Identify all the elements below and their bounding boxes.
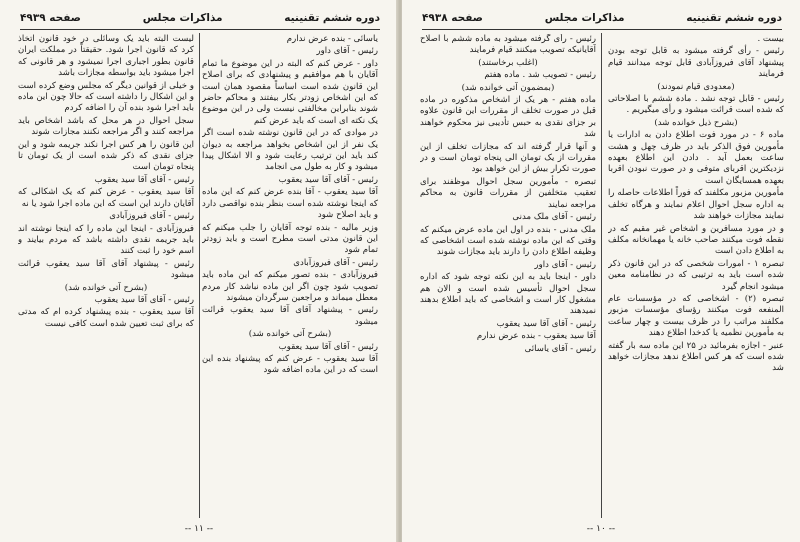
left-page-left-column: [18, 34, 194, 516]
right-page: [402, 0, 800, 542]
paragraph: آقا سید یعقوب - عرض کنم که یک اشکالی که آقایان دارند این است که این ماده اجرا شود یا نه: [18, 187, 194, 209]
left-page-header-rule: [20, 29, 380, 30]
paragraph: رئیس - تصویب شد . ماده هفتم: [484, 70, 596, 81]
left-page-header-title: مذاکرات مجلس: [142, 12, 223, 24]
paragraph: رئیس - آقای ملک مدنی: [512, 212, 596, 223]
right-page-column-divider: [601, 33, 602, 518]
right-page-left-column: [420, 34, 596, 516]
paragraph: رئیس - آقای آقا سید یعقوب: [94, 174, 194, 185]
paragraph: و آنها قرار گرفته اند که مجازات تخلف از این مقررات از یک تومان الی پنجاه تومان است و در صورت تکرار بیش از این خواهد بود: [420, 141, 596, 175]
paragraph: داور - اینجا باید به این نکته توجه شود که اداره سجل احوال تأسیس شده است و الان هم مشغول کار است و اشخاصی که باید اطلاع بدهند نمیدهند: [420, 272, 596, 317]
paragraph: لیست البته باید یک وسائلی در خود قانون اتخاذ کرد که قانون اجرا شود. حقیقتاً در مملکت ایران قانون بطور اجباری اجرا نمیشود و هر قانونی که اجرا میشود باید بواسطه مجازات باشد: [18, 34, 194, 79]
paragraph: این قانون را هر کس اجرا نکند جریمه شود و این جزای نقدی که ذکر شده است از یک تومان تا پنجاه تومان است: [18, 139, 194, 173]
left-page-column-divider: [199, 33, 200, 518]
paragraph: رئیس - پیشنهاد آقای آقا سید یعقوب قرائت میشود: [202, 305, 378, 327]
right-page-header: [422, 10, 782, 26]
paragraph: و در مورد مسافرین و اشخاص غیر مقیم که در نقطه فوت میکنند صاحب خانه یا مهمانخانه مکلف به اطلاع دادن است: [608, 223, 784, 257]
paragraph: رئیس - رأی گرفته میشود به قابل توجه بودن پیشنهاد آقای فیروزآبادی قابل توجه میدانند قیام فرمایند: [608, 46, 784, 80]
paragraph: ماده ۶ - در مورد فوت اطلاع دادن به ادارات یا مأمورین فوق الذکر باید در ظرف چهل و هشت ساعت بعمل آید . دادن این اطلاع بعهده نزدیکترین اقربای متوفی و در صورت نبودن اقربا بعهده همسایگان است: [608, 130, 784, 186]
paragraph: رئیس - آقای یاسائی: [524, 343, 596, 354]
paragraph: ماده هفتم - هر یک از اشخاص مذکوره در ماده قبل در صورت تخلف از مقررات این قانون علاوه بر جزای نقدی به حبس تأدیبی نیز محکوم خواهند شد: [420, 95, 596, 140]
left-page: [0, 0, 398, 542]
right-page-header-rule: [422, 29, 782, 30]
paragraph: تبصره ۱ - امورات شخصی که در این قانون ذکر شده است باید به ترتیبی که در نظامنامه معین میشود انجام گیرد: [608, 258, 784, 292]
paragraph: سجل احوال در هر محل که باشد اشخاص باید مراجعه کنند و اگر مراجعه نکنند مجازات شوند: [18, 115, 194, 138]
left-page-footer-number: -- ۱۱ --: [184, 524, 214, 534]
paragraph: و خیلی از قوانین دیگر که مجلس وضع کرده است و این اشکال را داشته است که حالا چون این ماده باید اجرا شود بنده آن را اضافه کردم: [18, 80, 194, 114]
paragraph: رئیس - رأی گرفته میشود به ماده ششم با اصلاح آقایانیکه تصویب میکنند قیام فرمایند: [420, 34, 596, 56]
paragraph: رئیس - آقای داور: [316, 46, 378, 57]
paragraph: وزیر مالیه - بنده توجه آقایان را جلب میکنم که این قانون مدتی است مطرح است و باید زودتر تمام شود: [202, 222, 378, 256]
paragraph: (بمضمون آتی خوانده شد): [461, 82, 555, 93]
paragraph: (بشرح آتی خوانده شد): [248, 329, 332, 340]
paragraph: رئیس - آقای داور: [534, 259, 596, 270]
right-page-header-session: دوره ششم تقنینیه: [686, 12, 782, 24]
paragraph: رئیس - آقای فیروزآبادی: [109, 211, 194, 222]
paragraph: فیروزآبادی - اینجا این ماده را که اینجا نوشته اند باید جریمه نقدی داشته باشد که مردم بیایند و اسم خود را ثبت کنند: [18, 223, 194, 257]
paragraph: بیست .: [757, 34, 784, 44]
right-page-header-number: صفحه ۴۹۳۸: [422, 12, 483, 24]
paragraph: (بشرح آتی خوانده شد): [64, 282, 148, 293]
paragraph: داور - عرض کنم که البته در این موضوع ما تمام آقایان با هم موافقیم و پیشنهادی که برای اصلاح این قانون شده است اساساً مقصود همان است که این اشخاص زودتر بکار بیفتند و محاکم حاضر شوند بنابراین مخالفتی نیست ولی در این موضوع یک نکته ای است که باید عرض کنم: [202, 58, 378, 126]
right-page-footer-number: -- ۱۰ --: [586, 524, 616, 534]
left-page-right-column: [202, 34, 378, 516]
paragraph: (معدودی قیام نمودند): [657, 81, 735, 92]
paragraph: (اغلب برخاستند): [478, 57, 538, 68]
paragraph: آقا سید یعقوب - بنده پیشنهاد کرده ام که مدتی که برای ثبت تعیین شده است کافی نیست: [18, 307, 194, 329]
paragraph: عنبر - اجازه بفرمائید در ۲۵ این ماده سه بار گفته شده است که هر کس اطلاع ندهد مجازات خواهد شد: [608, 340, 784, 374]
paragraph: یاسائی - بنده عرض ندارم: [286, 34, 378, 44]
paragraph: در موادی که در این قانون نوشته شده است اگر یک نفر از این اشخاص بخواهد مراجعه به دیوان کند باید این ترتیب رعایت شود و الا اشکال پیدا میشود و کار به طول می انجامد: [202, 128, 378, 173]
paragraph: آقا سید یعقوب - عرض کنم که پیشنهاد بنده این است که در این ماده اضافه شود: [202, 353, 378, 376]
paragraph: (بشرح ذیل خوانده شد): [654, 117, 738, 128]
paragraph: آقا سید یعقوب - آقا بنده عرض کنم که این ماده که اینجا نوشته شده است بنظر بنده نواقصی دارد و باید اصلاح شود: [202, 187, 378, 221]
left-page-header: [20, 10, 380, 26]
paragraph: تبصره - مأمورین سجل احوال موظفند برای تعقیب متخلفین از مقررات قانون به محاکم مراجعه نمایند: [420, 176, 596, 210]
left-page-header-session: دوره ششم تقنینیه: [284, 12, 380, 24]
paragraph: تبصره (۲) - اشخاصی که در مؤسسات عام المنفعه فوت میکنند رؤسای مؤسسات مزبور مکلفند مراتب را در ظرف بیست و چهار ساعت به مأمورین نظمیه یا کدخدا اطلاع دهند: [608, 293, 784, 339]
paragraph: رئیس - آقای فیروزآبادی: [293, 257, 378, 268]
right-page-right-column: [608, 34, 784, 516]
paragraph: رئیس - آقای آقا سید یعقوب: [278, 341, 378, 352]
paragraph: فیروزآبادی - بنده تصور میکنم که این ماده باید تصویب شود چون اگر این ماده نباشد کار مردم معطل میماند و مراجعین سرگردان میشوند: [202, 270, 378, 303]
paragraph: رئیس - پیشنهاد آقای آقا سید یعقوب قرائت میشود: [18, 258, 194, 281]
paragraph: رئیس - آقای آقا سید یعقوب: [278, 174, 378, 185]
paragraph: ملک مدنی - بنده در اول این ماده عرض میکنم که وقتی که این ماده نوشته شده است اشخاصی که وظیفه اطلاع دادن را دارند باید مجازات شوند: [420, 224, 596, 258]
paragraph: آقا سید یعقوب - بنده عرض ندارم: [476, 331, 596, 342]
paragraph: مأمورین مزبور مکلفند که فوراً اطلاعات حاصله را به اداره سجل احوال اعلام نمایند و هرگاه تخلف نمایند مجازات خواهند شد: [608, 188, 784, 222]
left-page-header-number: صفحه ۴۹۳۹: [20, 12, 81, 24]
right-page-header-title: مذاکرات مجلس: [544, 12, 625, 24]
paragraph: رئیس - آقای آقا سید یعقوب: [496, 318, 596, 329]
paragraph: رئیس - آقای آقا سید یعقوب: [94, 294, 194, 305]
paragraph: رئیس - قابل توجه نشد . مادة ششم با اصلاحاتی که شده است قرائت میشود و رأی میگیریم .: [608, 94, 784, 116]
